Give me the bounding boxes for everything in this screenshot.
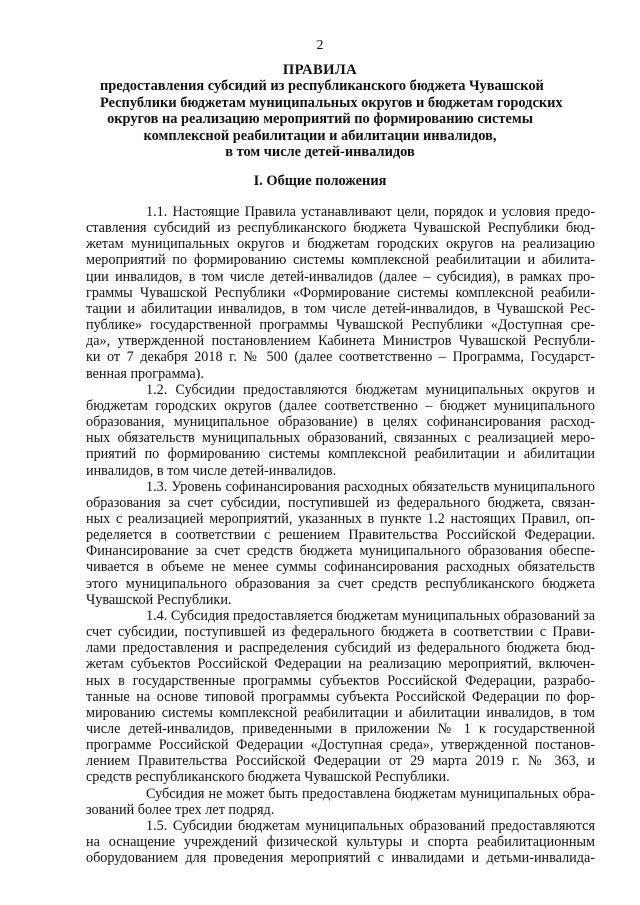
- paragraph-line: бюджетам городских округов (далее соответственно – бюджет муниципального: [86, 397, 595, 414]
- paragraph-line: Чувашской Республики.: [86, 591, 232, 608]
- paragraph-line: оборудованием для проведения мероприятий с инвалидами и детьми-инвалида-: [86, 850, 595, 867]
- paragraph-line: жетам субъектов Российской Федерации на реализацию мероприятий, включен-: [86, 656, 595, 673]
- paragraph-line: образования, муниципальное образование) в целях софинансирования расход-: [86, 414, 595, 431]
- document-subtitle-line: комплексной реабилитации и абилитации инвалидов,: [143, 127, 497, 144]
- paragraph-line: ных в государственные программы субъектов Российской Федерации, разрабо-: [86, 672, 595, 689]
- paragraph-line: лами предоставления и распределения субсидий из федерального бюджета бюд-: [86, 640, 595, 657]
- paragraph-line: ставления субсидий из республиканского бюджета Чувашской Республики бюд-: [86, 220, 595, 237]
- paragraph-line: зований более трех лет подряд.: [86, 801, 275, 818]
- paragraph-line: венная программа).: [86, 365, 204, 382]
- section-title: I. Общие положения: [253, 173, 387, 189]
- paragraph-line: ных с реализацией мероприятий, указанных в пункте 1.2 настоящих Правил, оп-: [86, 510, 595, 527]
- paragraph-line: образования за счет субсидии, поступившей из федерального бюджета, связан-: [86, 494, 595, 511]
- paragraph-line: Финансирование за счет средств бюджета муниципального образования обеспе-: [86, 543, 595, 560]
- paragraph-line: 1.4. Субсидия предоставляется бюджетам муниципальных образований за: [146, 607, 595, 624]
- paragraph-line: ределяется в соответствии с решением Правительства Российской Федерации.: [86, 527, 595, 544]
- paragraph: [86, 818, 595, 866]
- document-subtitle-line: Республики бюджетам муниципальных округов и бюджетам городских: [100, 94, 563, 111]
- paragraph: [86, 479, 595, 608]
- document-subtitle-line: округов на реализацию мероприятий по формированию системы: [107, 111, 533, 128]
- paragraph-line: мированию системы комплексной реабилитации и абилитации инвалидов, в том: [86, 704, 595, 721]
- paragraph-line: приятий по формированию системы комплексной реабилитации и абилитации: [86, 446, 595, 463]
- paragraph: [86, 608, 595, 786]
- paragraph-line: ных обязательств муниципальных образований, связанных с реализацией меро-: [86, 430, 595, 447]
- paragraph-line: этого муниципального образования за счет средств республиканского бюджета: [86, 575, 595, 592]
- paragraph-line: 1.3. Уровень софинансирования расходных обязательств муниципального: [146, 478, 595, 495]
- paragraph-line: программе Российской Федерации «Доступная среда», утвержденной постанов-: [86, 737, 595, 754]
- paragraph-line: ции инвалидов, в том числе детей-инвалидов (далее – субсидия), в рамках про-: [86, 268, 595, 285]
- document-subtitle-line: в том числе детей-инвалидов: [225, 144, 415, 161]
- paragraph-line: жетам муниципальных округов и бюджетам городских округов на реализацию: [86, 236, 595, 253]
- paragraph-line: на оснащение учреждений физической культуры и спорта реабилитационным: [86, 834, 595, 851]
- document-heading: [100, 62, 563, 161]
- paragraph-line: танные на основе типовой программы субъекта Российской Федерации по фор-: [86, 688, 595, 705]
- document-title: ПРАВИЛА: [282, 62, 358, 78]
- paragraph-line: числе детей-инвалидов, приведенными в приложении № 1 к государственной: [86, 721, 595, 737]
- paragraph-line: Субсидия не может быть предоставлена бюджетам муниципальных обра-: [146, 785, 595, 802]
- paragraph-line: чивается в объеме не менее суммы софинансирования расходных обязательств: [86, 559, 595, 576]
- paragraph-line: публике» государственной программы Чувашской Республики «Доступная сре-: [86, 317, 595, 334]
- paragraph-line: граммы Чувашской Республики «Формирование системы комплексной реабили-: [86, 284, 595, 301]
- paragraph-line: да», утвержденной постановлением Кабинета Министров Чувашской Республи-: [86, 333, 595, 350]
- paragraph: [86, 786, 595, 818]
- paragraph-line: 1.1. Настоящие Правила устанавливают цели, порядок и условия предо-: [146, 204, 595, 220]
- paragraph-line: мероприятий по формированию системы комплексной реабилитации и абилита-: [86, 252, 595, 269]
- paragraph-line: инвалидов, в том числе детей-инвалидов.: [86, 462, 337, 479]
- paragraph-line: лением Правительства Российской Федерации от 29 марта 2019 г. № 363, и: [86, 753, 595, 770]
- document-subtitle-line: предоставления субсидий из республиканского бюджета Чувашской: [100, 78, 544, 95]
- paragraph: [86, 382, 595, 479]
- paragraph-line: тации и абилитации инвалидов, в том числе детей-инвалидов, в Чувашской Рес-: [86, 300, 595, 317]
- paragraph-line: 1.5. Субсидии бюджетам муниципальных образований предоставляются: [146, 817, 595, 834]
- paragraph-line: 1.2. Субсидии предоставляются бюджетам муниципальных округов и: [146, 381, 595, 398]
- paragraph-line: средств республиканского бюджета Чувашской Республики.: [86, 769, 450, 786]
- paragraph: [86, 204, 595, 382]
- page-number: 2: [316, 38, 324, 53]
- paragraph-line: ки от 7 декабря 2018 г. № 500 (далее соответственно – Программа, Государст-: [86, 349, 595, 366]
- paragraph-line: счет субсидии, поступившей из федерального бюджета в соответствии с Прави-: [86, 624, 595, 641]
- document-body: [86, 204, 595, 866]
